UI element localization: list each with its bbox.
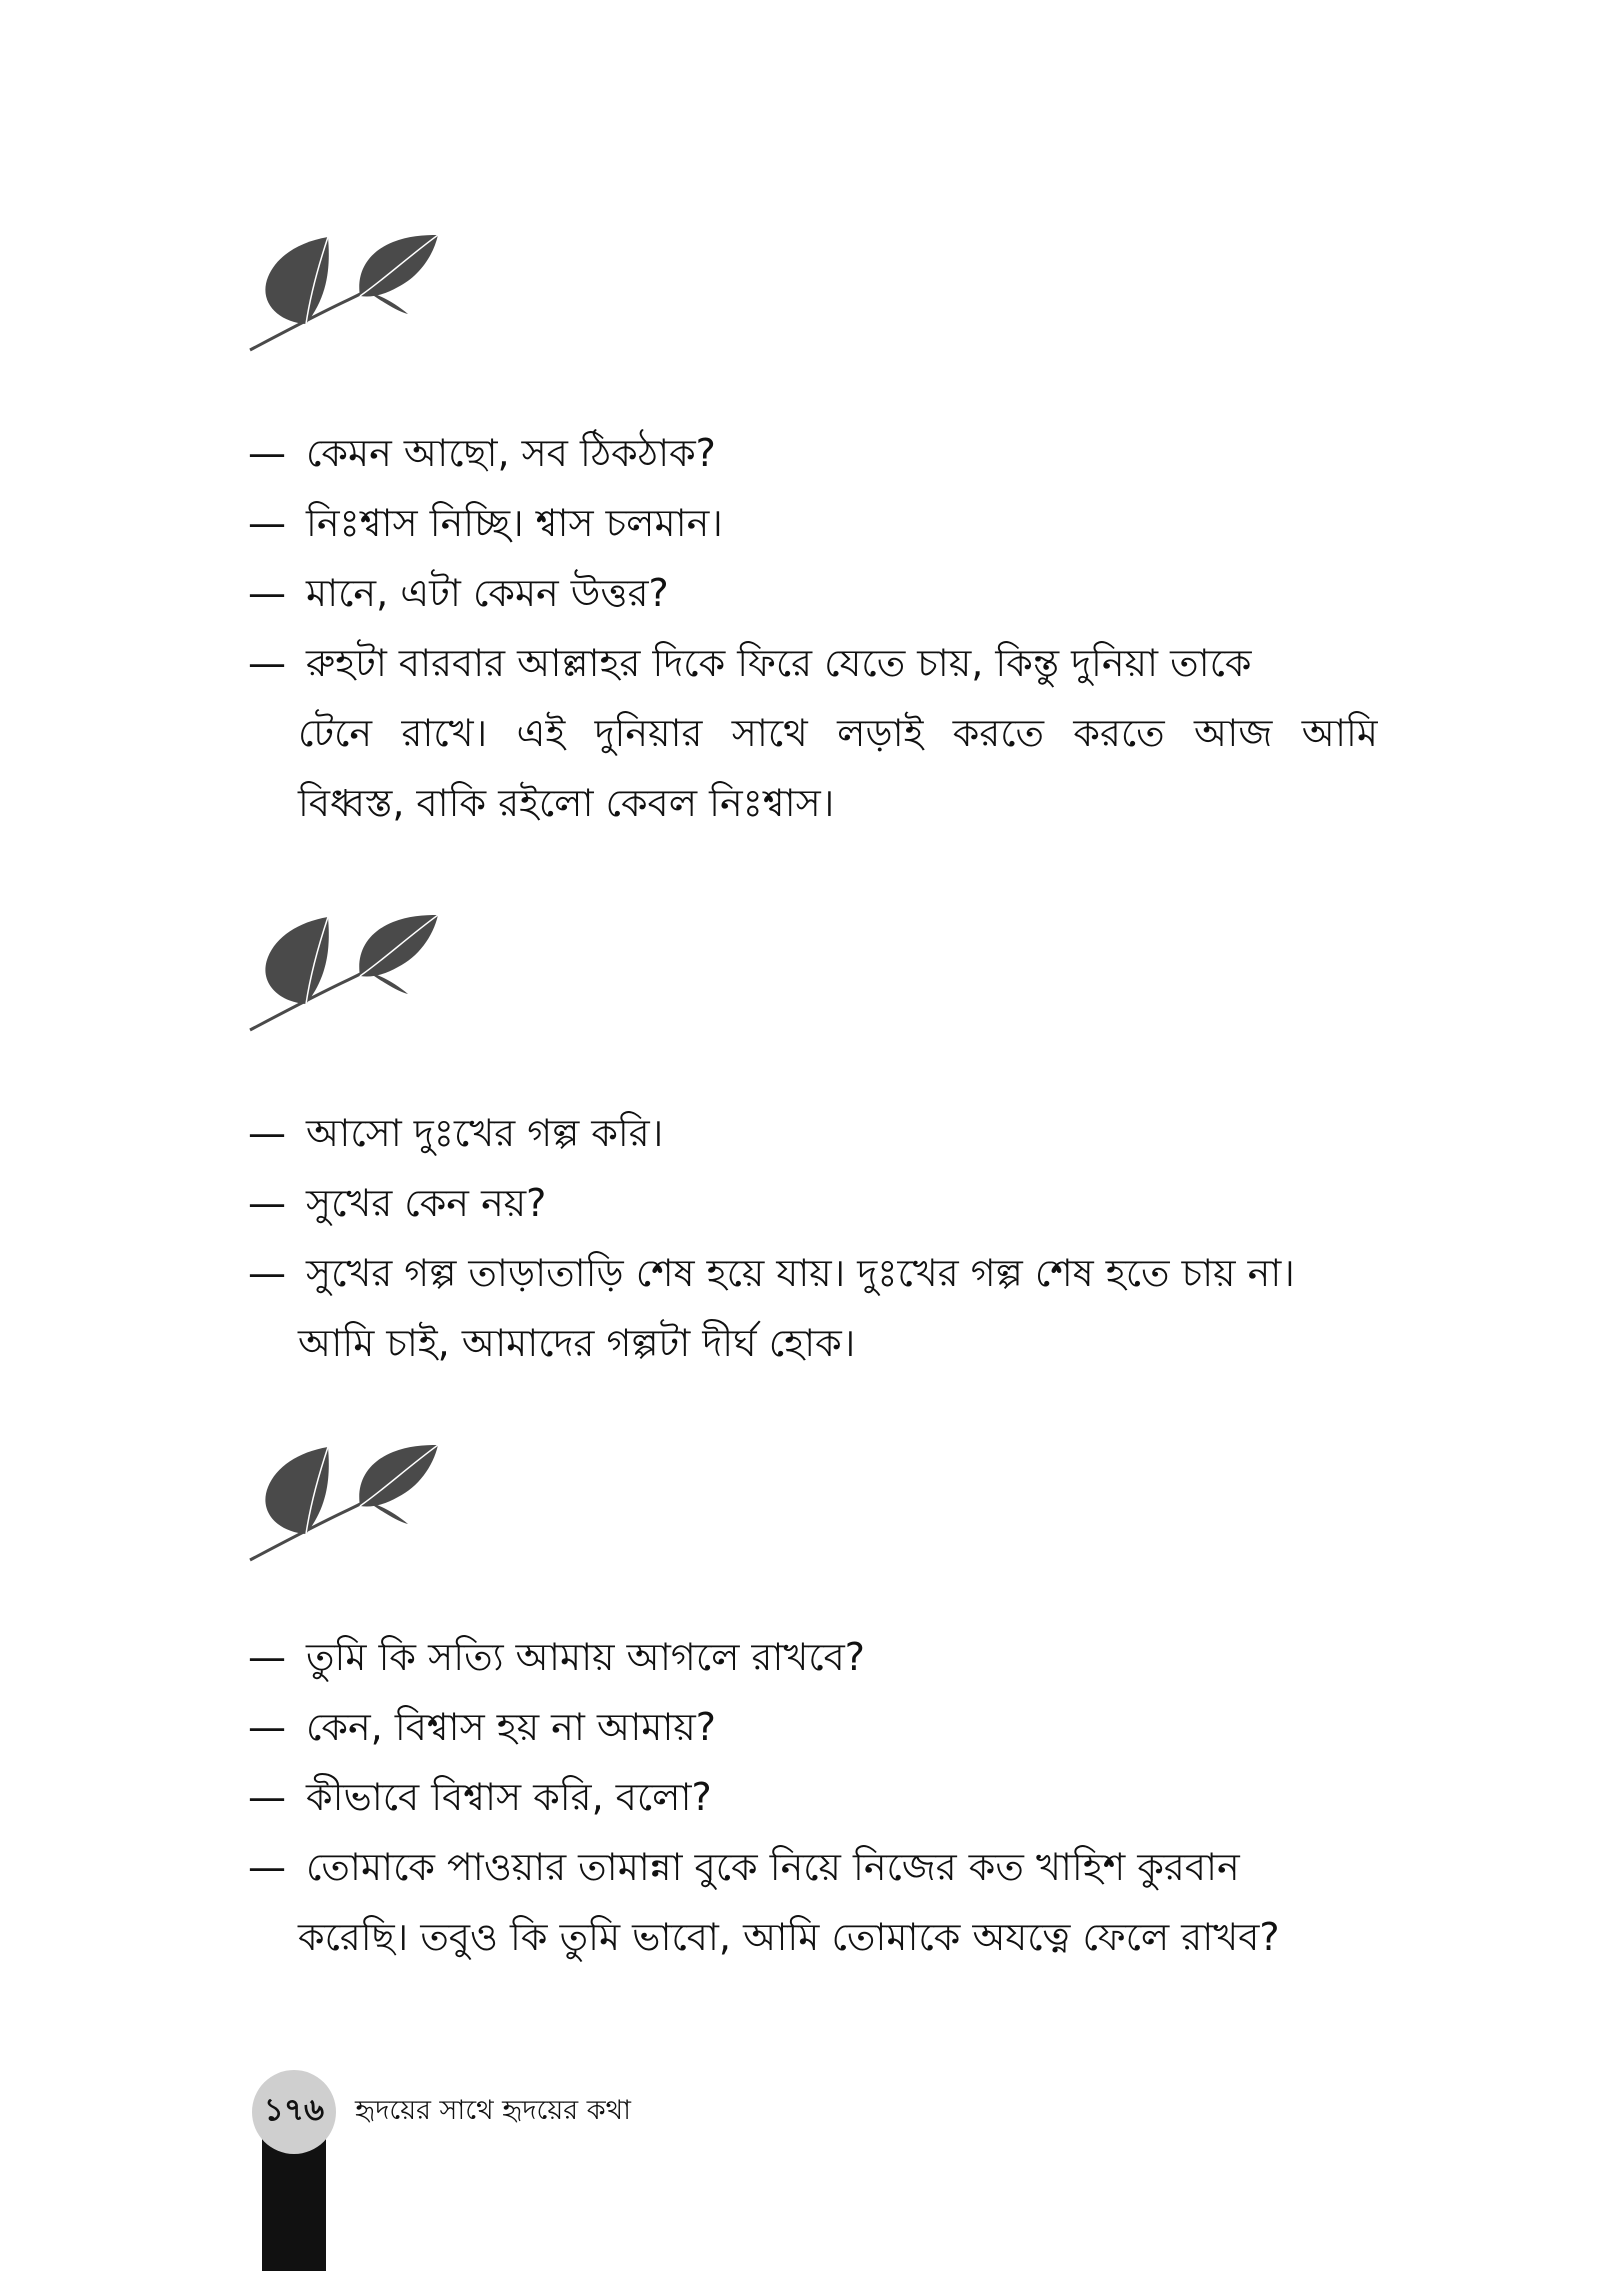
dash-marker: —: [248, 1251, 286, 1295]
dash-marker: —: [248, 1705, 286, 1749]
dialogue-line: [248, 628, 1378, 698]
dialogue-section-1: [248, 418, 1378, 838]
page-number: ১৭৬: [252, 2070, 336, 2154]
leaf-ornament-icon: [248, 912, 438, 1032]
dialogue-text: নিঃশ্বাস নিচ্ছি। শ্বাস চলমান।: [306, 501, 723, 545]
dialogue-continuation: আমি চাই, আমাদের গল্পটা দীর্ঘ হোক।: [298, 1321, 856, 1365]
leaf-ornament-icon: [248, 1442, 438, 1562]
dialogue-continuation: বিধ্বস্ত, বাকি রইলো কেবল নিঃশ্বাস।: [298, 781, 835, 825]
dialogue-continuation: টেনে রাখে। এই দুনিয়ার সাথে লড়াই করতে করতে আজ আমি: [298, 711, 1378, 755]
dialogue-text: আসো দুঃখের গল্প করি।: [306, 1111, 664, 1155]
running-book-title: হৃদয়ের সাথে হৃদয়ের কথা: [355, 2095, 631, 2126]
dialogue-continuation: করেছি। তবুও কি তুমি ভাবো, আমি তোমাকে অযত্নে ফেলে রাখব?: [298, 1915, 1280, 1959]
dialogue-text: কেমন আছো, সব ঠিকঠাক?: [306, 431, 716, 475]
dialogue-text: রুহটা বারবার আল্লাহর দিকে ফিরে যেতে চায়, কিন্তু দুনিয়া তাকে: [306, 641, 1252, 685]
dialogue-text: কীভাবে বিশ্বাস করি, বলো?: [306, 1775, 712, 1819]
dash-marker: —: [248, 1845, 286, 1889]
dialogue-line: [248, 1622, 1378, 1692]
dash-marker: —: [248, 571, 286, 615]
dialogue-line: [248, 1832, 1378, 1902]
dialogue-text: তোমাকে পাওয়ার তামান্না বুকে নিয়ে নিজের কত খাহিশ কুরবান: [306, 1845, 1240, 1889]
dash-marker: —: [248, 1111, 286, 1155]
dash-marker: —: [248, 1775, 286, 1819]
dialogue-line: [248, 1098, 1378, 1168]
dialogue-text: সুখের গল্প তাড়াতাড়ি শেষ হয়ে যায়। দুঃখের গল্প শেষ হতে চায় না।: [306, 1251, 1295, 1295]
dash-marker: —: [248, 501, 286, 545]
dash-marker: —: [248, 641, 286, 685]
dash-marker: —: [248, 431, 286, 475]
dialogue-line: [248, 488, 1378, 558]
dialogue-text: মানে, এটা কেমন উত্তর?: [306, 571, 669, 615]
dialogue-section-3: [248, 1622, 1378, 1972]
dialogue-text: কেন, বিশ্বাস হয় না আমায়?: [306, 1705, 716, 1749]
dialogue-line: [248, 418, 1378, 488]
dash-marker: —: [248, 1181, 286, 1225]
dialogue-line: [248, 1238, 1378, 1308]
dialogue-text: সুখের কেন নয়?: [306, 1181, 547, 1225]
dialogue-line: [248, 558, 1378, 628]
dialogue-line: [248, 1762, 1378, 1832]
dialogue-line: [248, 1168, 1378, 1238]
dialogue-section-2: [248, 1098, 1378, 1378]
dialogue-line: [248, 1692, 1378, 1762]
leaf-ornament-icon: [248, 232, 438, 352]
dash-marker: —: [248, 1635, 286, 1679]
dialogue-text: তুমি কি সত্যি আমায় আগলে রাখবে?: [306, 1635, 865, 1679]
